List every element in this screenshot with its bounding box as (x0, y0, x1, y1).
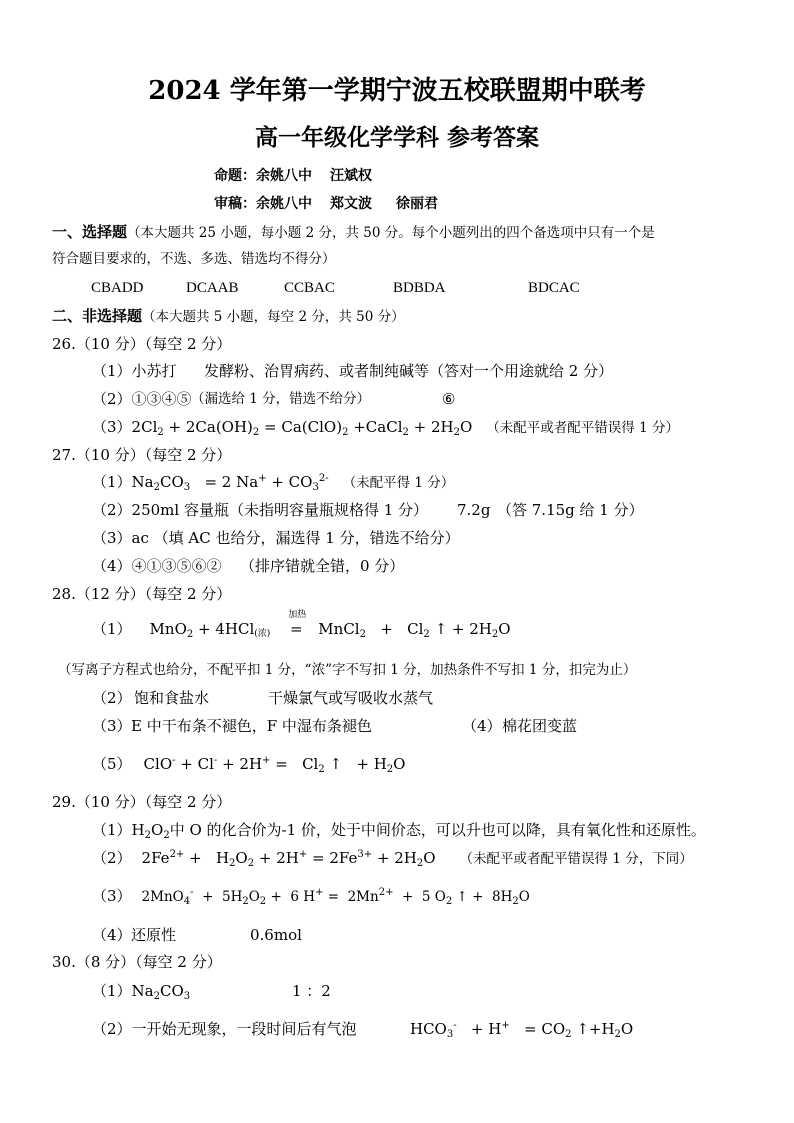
page-subtitle: 高一年级化学学科 参考答案 (254, 124, 539, 151)
q29-a3-line (92, 886, 530, 907)
q30-head: 30.（8 分）（每空 2 分） (52, 953, 222, 971)
answer-group-1: CBADD (91, 280, 144, 296)
q30-a1-formula: $Na_2CO_3$ (131, 982, 191, 1002)
q29-a1-text: 中 O 的化合价为-1 价，处于中间价态，可以升也可以降，具有氧化性和还原性。 (169, 821, 706, 839)
q30-a2-text: 一开始无现象，一段时间后有气泡 (131, 1020, 357, 1038)
q26-head: 26.（10 分）（每空 2 分） (52, 335, 232, 353)
q28-a4-text: 棉花团变蓝 (502, 717, 578, 735)
q27-a2-value: 7.2g (457, 501, 491, 519)
q27-a2-label: （2）250ml 容量瓶（未指明容量瓶规格得 1 分） (92, 501, 429, 519)
q29-head: 29.（10 分）（每空 2 分） (52, 793, 232, 811)
q30-a2-equation: $HCO_3^- + H^+ = CO_2$ $↑+H_2O$ (410, 1020, 634, 1040)
answer-group-3: CCBAC (284, 280, 335, 296)
q26-a3-equation: $2Cl_2 + 2Ca(OH)_2 = Ca(ClO)_2$ +CaCl$_2$ + $2H_2O$ (131, 418, 473, 438)
q30-a2-label: （2） (92, 1020, 132, 1038)
q26-a3-note: （未配平或者配平错误得 1 分） (486, 420, 679, 436)
q28-a5-label: （5） (92, 755, 132, 773)
q28-a1-products: MnCl$_2$ + $Cl_2$ ↑ + $2H_2O$ (318, 620, 511, 640)
author-label: 命题： (214, 168, 256, 184)
reviewer-name-1: 郑文波 (330, 196, 372, 212)
heat-condition: 加热 = (288, 610, 307, 638)
q27-a4-label: （4）④①③⑤⑥② (92, 557, 222, 575)
q27-a1-note: （未配平得 1 分） (342, 475, 455, 491)
q26-a1-text: 发酵粉、治胃病药、或者制纯碱等（答对一个用途就给 2 分） (204, 362, 614, 380)
q28-a1-line (92, 610, 511, 644)
q29-a3-label: （3） (92, 887, 132, 905)
page-title: 2024 学年第一学期宁波五校联盟期中联考 (148, 76, 646, 106)
q28-a2-text2: 干燥氯气或写吸收水蒸气 (268, 689, 434, 707)
q29-a4-text: 还原性 (131, 926, 177, 944)
q28-head: 28.（12 分）（每空 2 分） (52, 585, 232, 603)
heat-label: 加热 (288, 610, 307, 620)
q30-a1-ratio: 1 ：2 (292, 982, 331, 1000)
q27-head: 27.（10 分）（每空 2 分） (52, 446, 232, 464)
q29-a1-label: （1） (92, 821, 132, 839)
author-line (214, 166, 372, 186)
q29-a2-line (92, 848, 693, 869)
q27-a1-label: （1） (92, 473, 132, 491)
q29-a2-equation: $2Fe^{2+} + H_2O_2 + 2H^+ = 2Fe^{3+} + 2H_2O$ (141, 849, 436, 869)
answer-group-4: BDBDA (393, 280, 446, 296)
q28-note: （写离子方程式也给分，不配平扣 1 分，“浓”字不写扣 1 分，加热条件不写扣 1 分，扣完为止） (58, 662, 637, 678)
section2-heading-line (52, 306, 405, 327)
q29-a1-formula: $H_2O_2$ (131, 821, 170, 841)
q26-a1-label: （1）小苏打 (92, 362, 177, 380)
q28-a4-label: （4） (462, 717, 502, 735)
q30-a1-label: （1） (92, 982, 132, 1000)
q28-conc-label: (浓) (254, 629, 271, 639)
q29-a4-value: 0.6mol (250, 926, 302, 944)
q29-a3-equation: $2MnO_4^- + 5H_2O_2 + 6$ $H^+ = 2Mn^{2+} + 5$ $O_2$ ↑ + $8H_2O$ (141, 887, 530, 907)
answer-group-5: BDCAC (528, 280, 580, 296)
reviewer-name-2: 徐丽君 (396, 196, 438, 212)
q28-a2-label: （2） (92, 689, 132, 707)
q26-a3-label: （3） (92, 418, 132, 436)
reviewer-school: 余姚八中 (256, 196, 312, 212)
reviewer-line (214, 194, 438, 214)
q28-a3-label: （3） (92, 717, 132, 735)
q29-a4-label: （4） (92, 926, 132, 944)
q28-a5-line (92, 754, 405, 774)
q27-a2-note: （答 7.15g 给 1 分） (497, 501, 644, 519)
answer-group-2: DCAAB (186, 280, 239, 296)
q26-a2-extra: ⑥ (442, 390, 456, 408)
q27-a1-line (92, 472, 454, 493)
q28-a5-equation: $ClO^- + Cl^- + 2H^+ = Cl_2$ ↑ + $H_2O$ (143, 755, 406, 775)
author-school: 余姚八中 (256, 168, 312, 184)
q28-a2-text1: 饱和食盐水 (134, 689, 210, 707)
section2-heading: 二、非选择题 (52, 307, 143, 325)
section1-note-2: 符合题目要求的，不选、多选、错选均不得分） (52, 251, 336, 267)
q26-a2-label: （2）①③④⑤ (92, 390, 192, 408)
q27-a3: （3）ac （填 AC 也给分，漏选得 1 分，错选不给分） (92, 529, 460, 547)
q26-a2-note: （漏选给 1 分，错选不给分） (191, 391, 371, 407)
q27-a4-note: （排序错就全错，0 分） (240, 557, 405, 575)
q26-a3-line (92, 417, 679, 438)
section1-heading: 一、选择题 (52, 223, 128, 241)
q28-a1-label: （1） (92, 620, 132, 638)
q29-a2-label: （2） (92, 849, 132, 867)
section2-note: （本大题共 5 小题，每空 2 分，共 50 分） (142, 309, 405, 325)
q29-a1-line (92, 820, 706, 840)
section1-note-1: （本大题共 25 小题，每小题 2 分，共 50 分。每个小题列出的四个备选项中只有一个是 (127, 225, 655, 241)
section1-heading-line (52, 222, 655, 243)
q27-a1-equation: $Na_2CO_3 = 2$ $Na^+ + CO_3^{2-}$ (131, 473, 329, 493)
q30-a2-line (92, 1019, 357, 1039)
q28-a1-reactants: MnO$_2$ + 4HCl (149, 620, 255, 640)
reviewer-label: 审稿： (214, 196, 256, 212)
q29-a2-note: （未配平或者配平错误得 1 分，下同） (459, 851, 693, 867)
q30-a1-line (92, 981, 190, 1001)
q28-a3-text: E 中干布条不褪色，F 中湿布条褪色 (131, 717, 372, 735)
author-name: 汪斌权 (330, 168, 372, 184)
